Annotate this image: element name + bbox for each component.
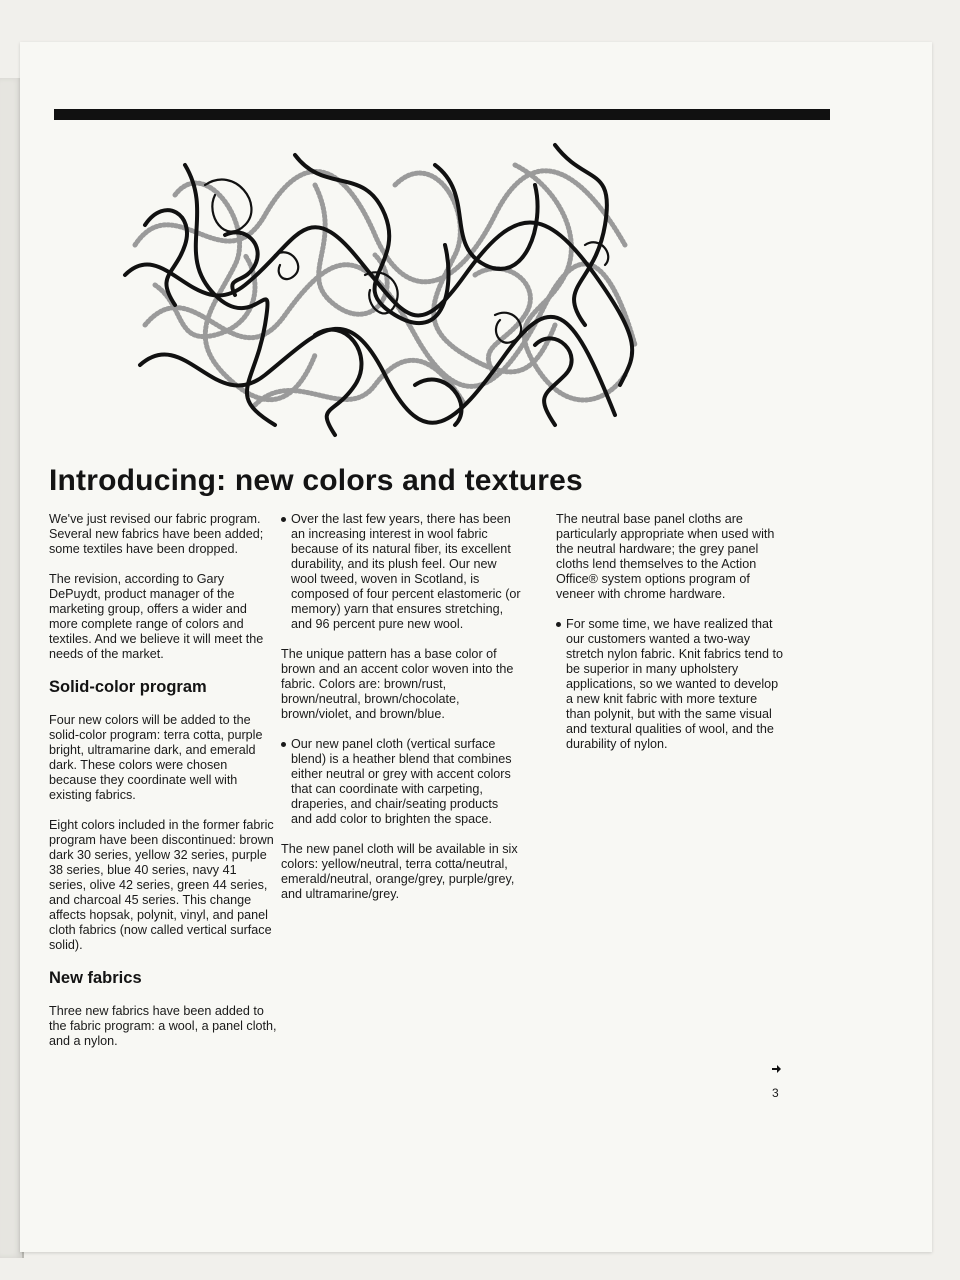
wool-pattern-paragraph: The unique pattern has a base color of brown and an accent color woven into the fabric. Colors are: brown/rust, brown/neutral, brown/chocolate, brown/violet, and brown/blue.: [281, 647, 514, 721]
page-headline: Introducing: new colors and textures: [49, 464, 583, 497]
yarn-tangle-illustration: [115, 125, 645, 445]
neutral-panel-paragraph: The neutral base panel cloths are particularly appropriate when used with the neutral hardware; the grey panel cloths lend themselves to the Action Office® system options program of veneer with chrome hardware.: [556, 512, 775, 601]
solid-color-heading: Solid-color program: [49, 678, 207, 696]
new-fabrics-heading: New fabrics: [49, 969, 142, 987]
new-colors-paragraph: Four new colors will be added to the solid-color program: terra cotta, purple bright, ultramarine dark, and emerald dark. These colors were chosen because they coordinate well with existing fabrics.: [49, 713, 263, 802]
panel-cloth-bullet: Our new panel cloth (vertical surface blend) is a heather blend that combines either neutral or grey with accent colors that can coordinate with carpeting, draperies, and chair/seating products and add color to brighten the space.: [281, 737, 521, 827]
page-number: 3: [772, 1086, 779, 1100]
revision-paragraph: The revision, according to Gary DePuydt, product manager of the marketing group, offers a wider and more complete range of colors and textiles. And we believe it will meet the needs of the market.: [49, 572, 264, 661]
top-rule: [54, 109, 830, 120]
wool-bullet: Over the last few years, there has been an increasing interest in wool fabric because of its natural fiber, its excellent durability, and its plush feel. Our new wool tweed, woven in Scotland, is composed of four percent elastomeric (or memory) yarn that ensures stretching, and 96 percent pure new wool.: [281, 512, 521, 632]
text-column-3: [556, 512, 784, 767]
text-column-1: [49, 512, 277, 1064]
panel-cloth-colors-paragraph: The new panel cloth will be available in six colors: yellow/neutral, terra cotta/neutral, emerald/neutral, orange/grey, purple/grey, and ultramarine/grey.: [281, 842, 518, 901]
arrow-right-icon: [770, 1062, 784, 1076]
intro-paragraph: We've just revised our fabric program. Several new fabrics have been added; some textiles have been dropped.: [49, 512, 264, 556]
text-column-2: [281, 512, 521, 917]
discontinued-paragraph: Eight colors included in the former fabric program have been discontinued: brown dark 30 series, yellow 32 series, purple 38 series, blue 40 series, navy 41 series, olive 42 series, green 44 series, and charcoal 45 series. This change affects hopsak, polynit, vinyl, and panel cloth fabrics (now called vertical surface solid).: [49, 818, 274, 952]
new-fabrics-paragraph: Three new fabrics have been added to the fabric program: a wool, a panel cloth, and a nylon.: [49, 1004, 277, 1048]
brochure-page: [20, 42, 932, 1252]
nylon-bullet: For some time, we have realized that our customers wanted a two-way stretch nylon fabric. Knit fabrics tend to be superior in many upholstery applications, so we wanted to develop a new knit fabric with more texture than polynit, but with the same visual and textural qualities of wool, and the durability of nylon.: [556, 617, 784, 752]
